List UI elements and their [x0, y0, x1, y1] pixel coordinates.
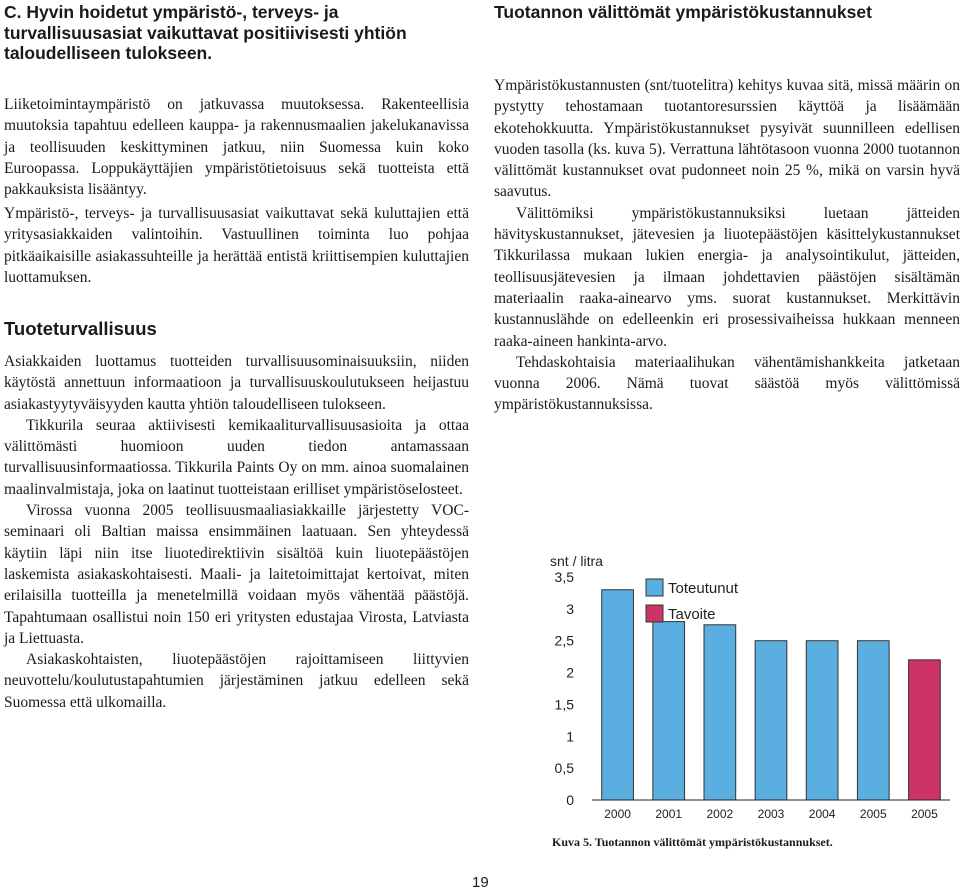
environmental-costs-heading: Tuotannon välittömät ympäristökustannukset: [494, 2, 872, 22]
x-tick-label: 2005: [859, 807, 887, 821]
y-tick-label: 1: [566, 728, 574, 745]
environmental-costs-body: [494, 75, 960, 416]
y-tick-label: 1,5: [554, 696, 574, 713]
body-paragraph: Virossa vuonna 2005 teollisuusmaaliasiakkaille järjestetty VOC-seminaari oli Baltian maissa ensimmäinen laatuaan. Sen yhteydessä käytiin läpi niin itse liuotedirektiivin sisältöä kuin liuotepäästöjen laskemista asiakaskohtaisesti. Maali- ja laitetoimittajat kertoivat, miten erilaisilla tuotteilla ja menetelmillä voidaan myös vähentää päästöjä. Tapahtumaan osallistui noin 150 eri yritysten edustajaa Virosta, Latviasta ja Liettuasta.: [4, 502, 469, 647]
legend-swatch: [646, 579, 663, 596]
bar-2004-actual: [806, 641, 838, 800]
legend-swatch: [646, 605, 663, 622]
bar-2000-actual: [602, 590, 634, 800]
y-tick-label: 2,5: [554, 632, 574, 649]
bar-2003-actual: [755, 641, 787, 800]
y-tick-label: 2: [566, 664, 574, 681]
x-tick-labels: [604, 807, 938, 821]
bar-2005-target: [909, 660, 941, 800]
body-paragraph: Tikkurila seuraa aktiivisesti kemikaaliturvallisuusasioita ja ottaa välittömästi huomioon uuden tiedon antamassaan turvallisuusinformaatiossa. Tikkurila Paints Oy on mm. ainoa suomalainen maalinvalmistaja, joka on laatinut tuotteistaan erilliset ympäristöselosteet.: [4, 416, 469, 498]
environmental-cost-chart: [540, 550, 960, 850]
intro-paragraph: Liiketoimintaympäristö on jatkuvassa muutoksessa. Rakenteellisia muutoksia tapahtuu edelleen kauppa- ja rakennusmaalien jakelukanavissa ja teollisuuden keskittyminen jatkuu, niin Suomessa kuin koko Euroopassa. Loppukäyttäjien ympäristötietoisuus sekä tuotteista että pakkauksista lisääntyy.: [4, 96, 469, 199]
chart-legend: [646, 579, 739, 623]
page-number: 19: [472, 874, 489, 891]
x-tick-label: 2005: [911, 807, 938, 821]
bar-2001-actual: [653, 622, 685, 800]
x-tick-label: 2004: [808, 807, 836, 821]
body-paragraph: Ympäristökustannusten (snt/tuotelitra) kehitys kuvaa sitä, missä määrin on pystytty tehostamaan tuotantoresurssien käyttöä ja lisäämään ekotehokkuutta. Ympäristökustannukset pysyivät suunnilleen edellisen vuoden tasolla (ks. kuva 5). Verrattuna lähtötasoon vuonna 2000 tuotannon välittömät kustannukset ovat pudonneet noin 25 %, mikä on varsin hyvä saavutus.: [494, 77, 960, 201]
y-tick-label: 0,5: [554, 760, 574, 777]
section-c-heading: C. Hyvin hoidetut ympäristö-, terveys- ja turvallisuusasiat vaikuttavat positiivisesti yhtiön taloudelliseen tulokseen.: [4, 2, 407, 63]
bar-2002-actual: [704, 625, 736, 800]
body-paragraph: Asiakkaiden luottamus tuotteiden turvallisuusominaisuuksiin, niiden käytöstä annettuun informaatioon ja turvallisuuskoulutukseen heijastuu asiakastyytyväisyyden kautta yhtiön taloudelliseen tulokseen.: [4, 353, 469, 413]
y-tick-label: 3: [566, 600, 574, 617]
values-paragraph: Ympäristö-, terveys- ja turvallisuusasiat vaikuttavat sekä kuluttajien että yritysasiakkaiden valintoihin. Vastuullinen toiminta luo pohjaa pitkäaikaisille asiakassuhteille ja herättää entistä kriittisempien kuluttajien luottamuksen.: [4, 205, 469, 286]
body-paragraph: Välittömiksi ympäristökustannuksiksi luetaan jätteiden hävityskustannukset, jätevesien ja liuotepäästöjen käsittelykustannukset Tikkurilassa mukaan lukien energia- ja analysointikulut, jätteiden, teollisuusjätevesien ja ilmaan johdettavien päästöjen sisältämän materiaalin raaka-ainearvo yms. suorat kustannukset. Merkittävin kustannuslähde on edelleenkin eri prosessivaiheissa hukkaan menneen raaka-aineen hankinta-arvo.: [494, 204, 960, 350]
legend-label: Toteutunut: [668, 580, 739, 597]
y-tick-label: 3,5: [554, 569, 574, 585]
body-paragraph: Asiakaskohtaisten, liuotepäästöjen rajoittamiseen liittyvien neuvottelu/koulutustapahtumien järjestäminen jatkuu edelleen sekä Suomessa että ulkomailla.: [4, 651, 469, 711]
body-paragraph: Tehdaskohtaisia materiaalihukan vähentämishankkeita jatketaan vuonna 2006. Nämä tuovat säästöä myös välittömissä ympäristökustannuksissa.: [494, 353, 960, 414]
bar-chart-svg: [540, 550, 960, 850]
y-axis-title: snt / litra: [550, 553, 603, 569]
bar-2005-actual: [857, 641, 889, 800]
tuoteturvallisuus-body: [4, 351, 469, 713]
x-tick-label: 2001: [655, 807, 683, 821]
x-tick-label: 2003: [757, 807, 785, 821]
x-tick-label: 2002: [706, 807, 734, 821]
x-tick-label: 2000: [604, 807, 631, 821]
tuoteturvallisuus-heading: Tuoteturvallisuus: [4, 318, 157, 339]
legend-label: Tavoite: [668, 606, 716, 623]
y-tick-labels: [555, 569, 575, 808]
y-tick-label: 0: [566, 792, 574, 808]
figure-caption: Kuva 5. Tuotannon välittömät ympäristökustannukset.: [552, 835, 833, 849]
